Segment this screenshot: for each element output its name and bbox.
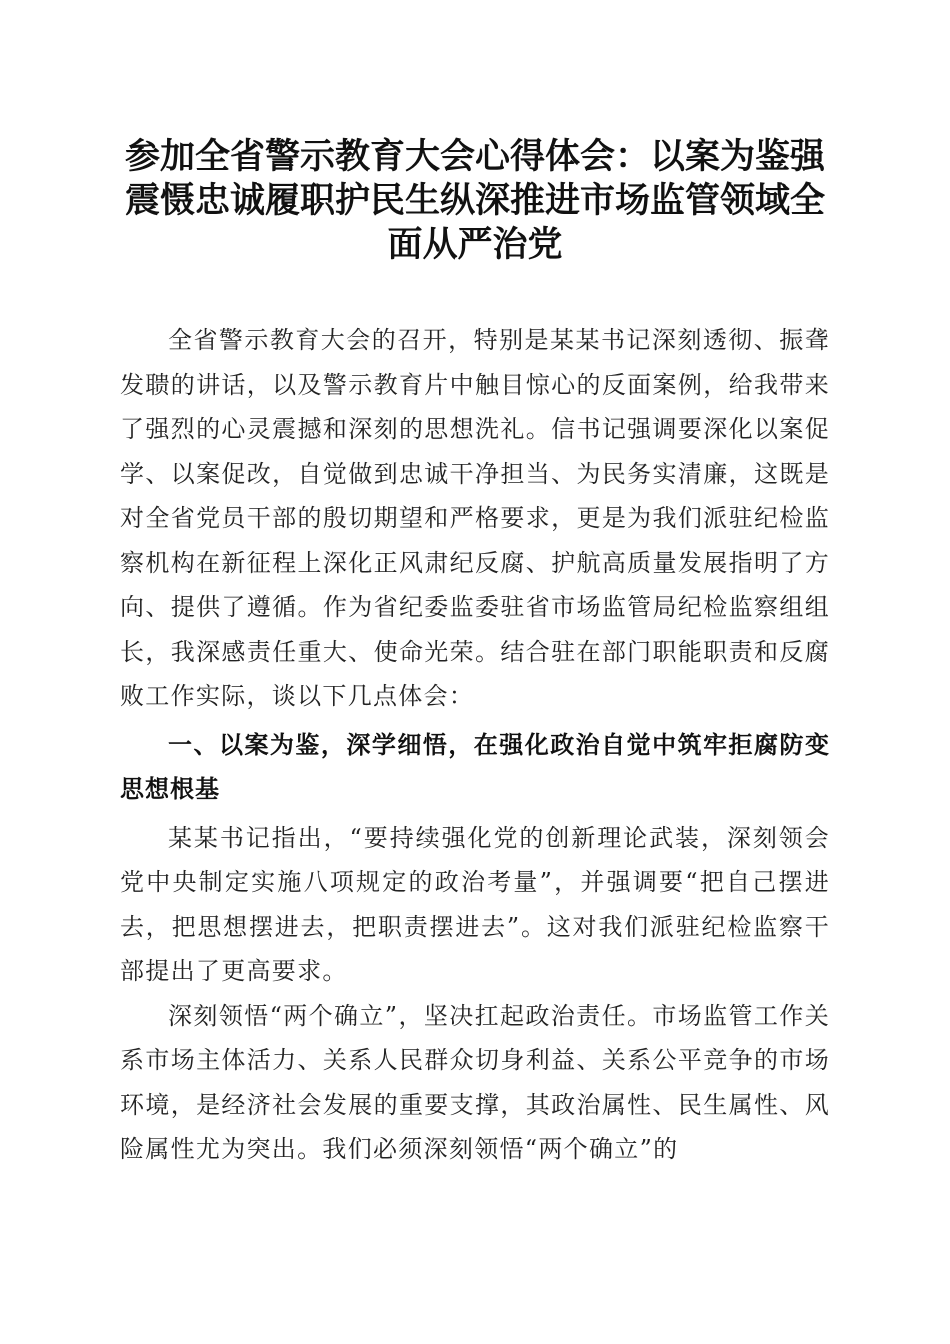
body-paragraph: 深刻领悟“两个确立”，坚决扛起政治责任。市场监管工作关系市场主体活力、关系人民群众切身利益、关系公平竞争的市场环境，是经济社会发展的重要支撑，其政治属性、民生属性、风险属性尤为突出。我们必须深刻领悟“两个确立”的 [120, 1001, 830, 1163]
document-body [120, 318, 830, 1172]
document-title: 参加全省警示教育大会心得体会：以案为鉴强震慑忠诚履职护民生纵深推进市场监管领域全面从严治党 [124, 136, 825, 265]
section-heading-1: 一、以案为鉴，深学细悟，在强化政治自觉中筑牢拒腐防变思想根基 [120, 730, 830, 803]
body-paragraph: 某某书记指出，“要持续强化党的创新理论武装，深刻领会党中央制定实施八项规定的政治考量”，并强调要“把自己摆进去，把思想摆进去，把职责摆进去”。这对我们派驻纪检监察干部提出了更高要求。 [120, 823, 830, 985]
intro-paragraph: 全省警示教育大会的召开，特别是某某书记深刻透彻、振聋发聩的讲话，以及警示教育片中触目惊心的反面案例，给我带来了强烈的心灵震撼和深刻的思想洗礼。信书记强调要深化以案促学、以案促改，自觉做到忠诚干净担当、为民务实清廉，这既是对全省党员干部的殷切期望和严格要求，更是为我们派驻纪检监察机构在新征程上深化正风肃纪反腐、护航高质量发展指明了方向、提供了遵循。作为省纪委监委驻省市场监管局纪检监察组组长，我深感责任重大、使命光荣。结合驻在部门职能职责和反腐败工作实际，谈以下几点体会： [120, 326, 830, 710]
